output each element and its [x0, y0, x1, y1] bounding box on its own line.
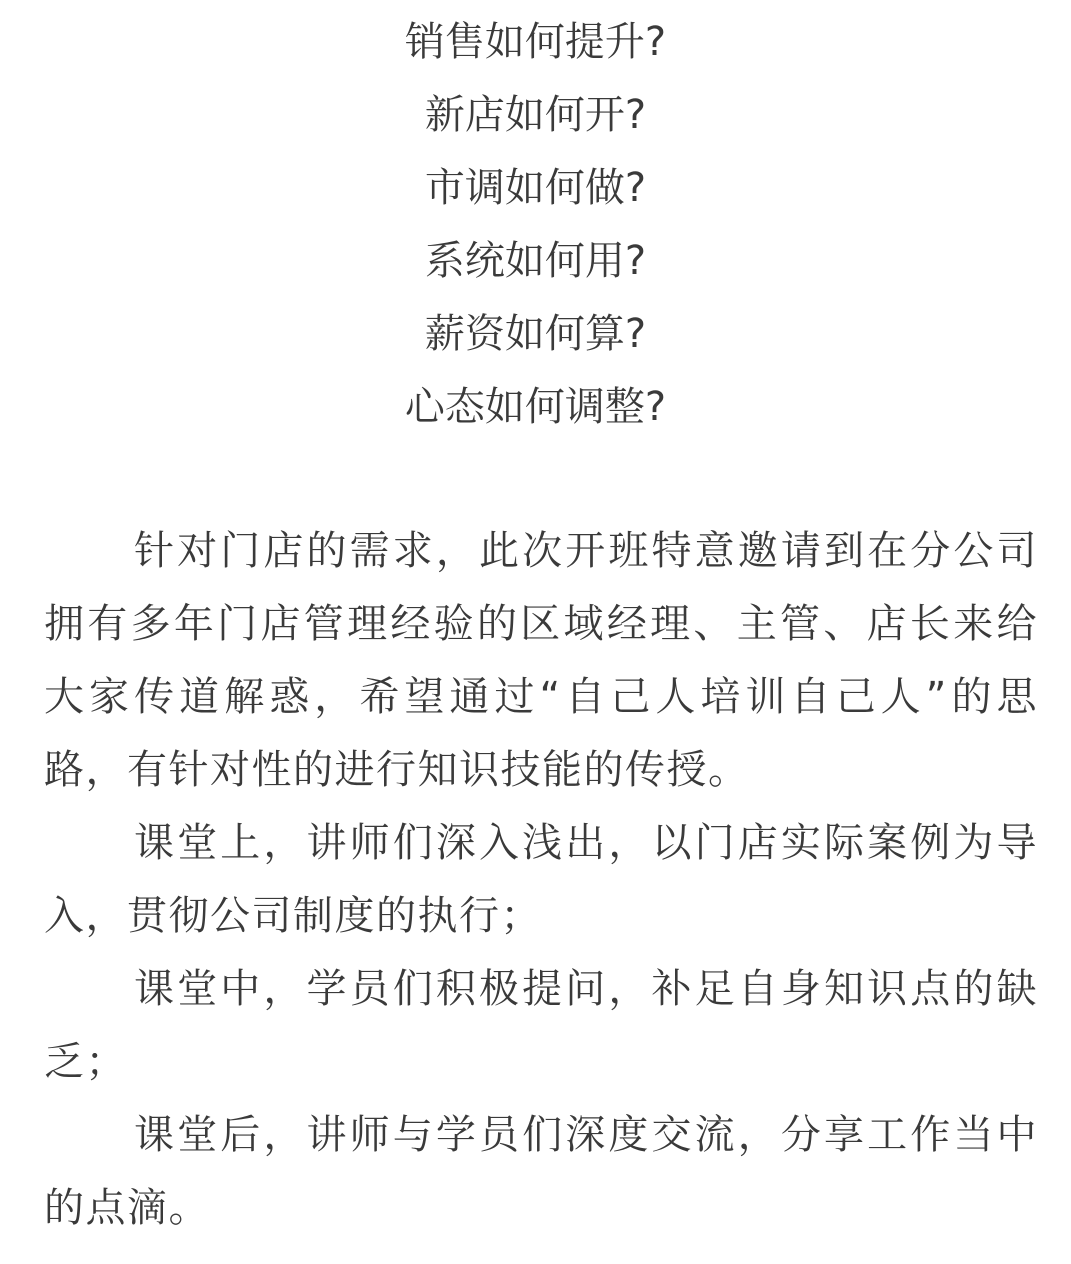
- article-body: [44, 515, 1038, 1245]
- paragraph-during-class: 课堂中，学员们积极提问，补足自身知识点的缺乏；: [44, 966, 1038, 1085]
- question-salary: 薪资如何算?: [424, 311, 647, 357]
- question-list: [0, 6, 1071, 444]
- question-market-research: 市调如何做?: [424, 165, 647, 211]
- paragraph-after-class: 课堂后，讲师与学员们深度交流，分享工作当中的点滴。: [44, 1112, 1038, 1231]
- paragraph-in-class: 课堂上，讲师们深入浅出，以门店实际案例为导入，贯彻公司制度的执行；: [44, 820, 1038, 939]
- question-new-store: 新店如何开?: [424, 92, 647, 138]
- question-mindset: 心态如何调整?: [404, 384, 667, 430]
- question-system: 系统如何用?: [424, 238, 647, 284]
- paragraph-intro: 针对门店的需求，此次开班特意邀请到在分公司拥有多年门店管理经验的区域经理、主管、店长来给大家传道解惑，希望通过“自己人培训自己人”的思路，有针对性的进行知识技能的传授。: [44, 528, 1038, 793]
- question-sales: 销售如何提升?: [404, 19, 667, 65]
